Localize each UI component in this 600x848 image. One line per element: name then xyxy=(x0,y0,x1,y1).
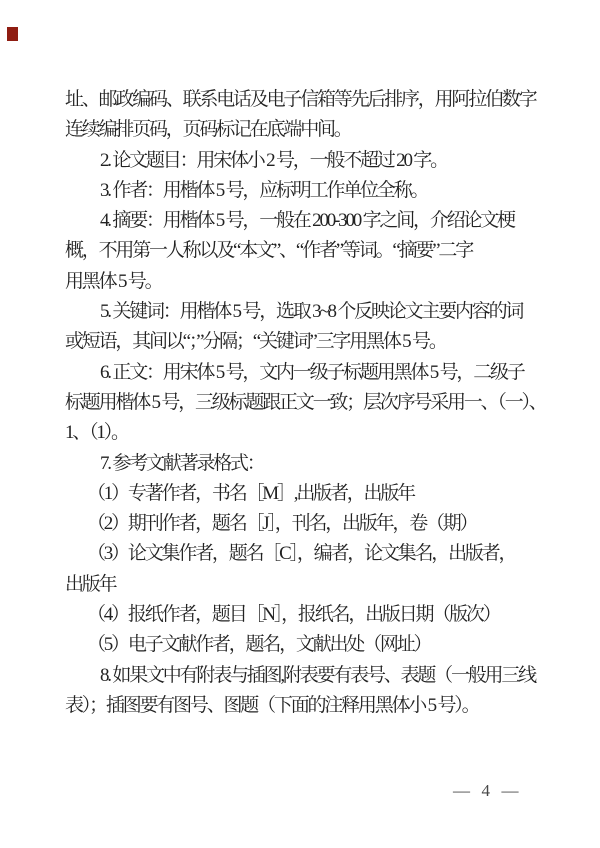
text-line: 4. 摘要：用楷体 5 号，一般在 200-300 字之间，介绍论文梗 xyxy=(100,210,514,232)
text-line: 标题用楷体 5 号，三级标题跟正文一致；层次序号采用一、（一）、 xyxy=(65,391,546,413)
text-line: 连续编排页码，页码标记在底端中间。 xyxy=(65,119,351,141)
page-number: — 4 — xyxy=(453,781,520,800)
red-stamp-mark xyxy=(7,27,18,41)
text-line: （1）专著作者，书名［M］,出版者，出版年 xyxy=(87,482,414,504)
text-line: 6. 正文：用宋体 5 号，文内一级子标题用黑体 5 号，二级子 xyxy=(100,361,524,383)
text-line: 3. 作者：用楷体 5 号，应标明工作单位全称。 xyxy=(100,179,428,201)
text-line: （3）论文集作者，题名［C］，编者，论文集名，出版者， xyxy=(87,543,516,565)
text-line: 5. 关键词：用楷体 5 号，选取 3~8 个反映论文主要内容的词 xyxy=(100,301,523,323)
document-body xyxy=(0,85,600,721)
text-line: 8. 如果文中有附表与插图,附表要有表号、表题（一般用三线 xyxy=(100,664,535,686)
text-line: （5）电子文献作者，题名，文献出处（网址） xyxy=(87,634,431,656)
text-line: 概，不用第一人称以及“本文”、“作者”等词。“摘要”二字 xyxy=(65,240,473,262)
text-line: 1、（1）。 xyxy=(65,422,128,444)
text-line: 7. 参考文献著录格式： xyxy=(100,452,264,474)
text-line: （2）期刊作者，题名［J］，刊名，出版年，卷（期） xyxy=(87,513,477,535)
text-line: 用黑体 5 号。 xyxy=(65,270,162,292)
text-line: 或短语，其间以“；”分隔；“关键词”三字用黑体 5 号。 xyxy=(65,331,446,353)
text-line: 址、邮政编码、联系电话及电子信箱等先后排序，用阿拉伯数字 xyxy=(65,89,536,110)
text-line: 出版年 xyxy=(65,573,116,595)
text-line: 表）；插图要有图号、图题（下面的注释用黑体小 5 号）。 xyxy=(65,694,479,716)
text-line: 2. 论文题目：用宋体小 2 号，一般不超过 20 字。 xyxy=(100,149,447,171)
text-line: （4）报纸作者，题目［N］，报纸名，出版日期（版次） xyxy=(87,604,500,626)
